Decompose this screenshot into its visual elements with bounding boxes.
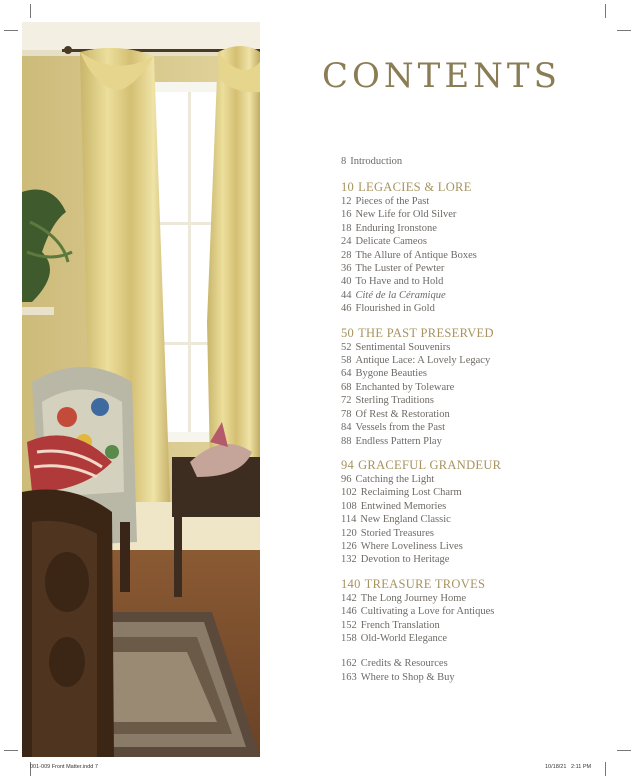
entry-title: French Translation: [360, 619, 440, 631]
page-number: 40: [341, 276, 352, 288]
crop-mark-top-left-v: [30, 4, 31, 18]
toc-entry: [341, 632, 626, 645]
page-number: 46: [341, 303, 352, 315]
toc-entry: [341, 657, 626, 670]
page-number: 132: [341, 554, 357, 566]
toc-entry: [341, 222, 626, 235]
section-heading: [341, 325, 626, 341]
page-number: 108: [341, 500, 357, 512]
section-page-number: 10: [341, 180, 355, 194]
section-page-number: 50: [341, 325, 355, 340]
toc-entry: [341, 302, 626, 315]
toc-entry: [341, 473, 626, 486]
page-number: 78: [341, 408, 352, 420]
toc-back-matter: [341, 657, 626, 684]
toc-entry: [341, 341, 626, 354]
page-number: 142: [341, 592, 357, 604]
toc-entry: [341, 486, 626, 499]
entry-title: Cultivating a Love for Antiques: [360, 606, 495, 618]
toc-entry: [341, 367, 626, 380]
section-entries: [341, 195, 626, 316]
entry-title: The Long Journey Home: [360, 592, 467, 604]
page-number: 72: [341, 395, 352, 407]
page-number: 28: [341, 249, 352, 261]
entry-title: Where to Shop & Buy: [360, 671, 455, 683]
crop-mark-bottom-right-v: [605, 762, 606, 776]
entry-title: Vessels from the Past: [355, 422, 446, 434]
crop-mark-bottom-left-h: [4, 750, 18, 751]
interior-photo: [22, 22, 260, 757]
entry-title: Enchanted by Toleware: [355, 381, 455, 393]
page-number: 8: [341, 156, 347, 167]
page-number: 52: [341, 341, 352, 353]
toc-entry: [341, 249, 626, 262]
page-number: 146: [341, 606, 357, 618]
entry-title: Where Loveliness Lives: [360, 540, 463, 552]
toc-entry: [341, 605, 626, 618]
toc-entry: [341, 592, 626, 605]
entry-title: Pieces of the Past: [355, 196, 430, 207]
entry-title: New Life for Old Silver: [355, 209, 457, 221]
entry-title: Bygone Beauties: [355, 368, 427, 380]
entry-title: Cité de la Céramique: [355, 289, 446, 301]
entry-title: Antique Lace: A Lovely Legacy: [355, 355, 491, 367]
toc-entry: [341, 540, 626, 553]
entry-title: Of Rest & Restoration: [355, 408, 450, 420]
entry-title: The Luster of Pewter: [355, 263, 445, 275]
crop-mark-top-right-h: [617, 30, 631, 31]
page-number: 96: [341, 473, 352, 485]
toc-section: [341, 325, 626, 448]
page-number: 58: [341, 355, 352, 367]
toc-section: [341, 179, 626, 316]
section-title: THE PAST PRESERVED: [358, 325, 494, 340]
entry-title: The Allure of Antique Boxes: [355, 249, 477, 261]
toc-entry: [341, 275, 626, 288]
toc-entry: [341, 421, 626, 434]
slug-datetime: [545, 764, 591, 770]
entry-title: Flourished in Gold: [355, 303, 435, 315]
toc-entry: [341, 381, 626, 394]
toc-entry: [341, 408, 626, 421]
slug-date: 10/18/21: [545, 764, 567, 770]
page-number: 152: [341, 619, 357, 631]
entry-title: Catching the Light: [355, 473, 435, 485]
section-page-number: 140: [341, 576, 361, 591]
page-number: 64: [341, 368, 352, 380]
page-number: 36: [341, 263, 352, 275]
slug-filename: 001-009 Front Matter.indd 7: [30, 764, 98, 770]
section-heading: [341, 576, 626, 592]
toc-entry: [341, 553, 626, 566]
section-page-number: 94: [341, 457, 355, 472]
entry-title: Devotion to Heritage: [360, 554, 450, 566]
table-of-contents: [341, 155, 626, 684]
toc-entry: [341, 500, 626, 513]
toc-entry: [341, 235, 626, 248]
page-number: 102: [341, 487, 357, 499]
entry-title: Reclaiming Lost Charm: [360, 487, 462, 499]
section-heading: [341, 457, 626, 473]
toc-entry: [341, 527, 626, 540]
toc-entry: [341, 208, 626, 221]
page-number: 120: [341, 527, 357, 539]
page-number: 68: [341, 381, 352, 393]
section-title: GRACEFUL GRANDEUR: [358, 457, 502, 472]
crop-mark-top-right-v: [605, 4, 606, 18]
entry-title: Sterling Traditions: [355, 395, 434, 407]
section-title: LEGACIES & LORE: [358, 180, 472, 194]
toc-entry: [341, 354, 626, 367]
toc-entry: [341, 513, 626, 526]
entry-title: Credits & Resources: [360, 658, 448, 670]
page-number: 16: [341, 209, 352, 221]
entry-title: Introduction: [350, 156, 403, 167]
page-number: 12: [341, 196, 352, 207]
section-entries: [341, 473, 626, 567]
page-number: 24: [341, 236, 352, 248]
slug-time: 2:11 PM: [571, 764, 592, 770]
entry-title: New England Classic: [360, 514, 451, 526]
page-number: 114: [341, 514, 357, 526]
section-title: TREASURE TROVES: [364, 576, 486, 591]
toc-entry: [341, 289, 626, 302]
entry-title: Sentimental Souvenirs: [355, 341, 451, 353]
entry-title: Old-World Elegance: [360, 632, 448, 644]
page-number: 158: [341, 632, 357, 644]
toc-entry: [341, 195, 626, 208]
page-number: 126: [341, 540, 357, 552]
toc-entry: [341, 671, 626, 684]
crop-mark-top-left-h: [4, 30, 18, 31]
entry-title: Storied Treasures: [360, 527, 434, 539]
toc-entry: [341, 394, 626, 407]
page-number: 88: [341, 435, 352, 447]
page-number: 44: [341, 289, 352, 301]
page-number: 84: [341, 422, 352, 434]
toc-section: [341, 576, 626, 646]
toc-entry: [341, 435, 626, 448]
toc-sections: [341, 179, 626, 645]
page-title: CONTENTS: [322, 56, 561, 96]
entry-title: Enduring Ironstone: [355, 222, 437, 234]
toc-section: [341, 457, 626, 567]
page-number: 162: [341, 658, 357, 670]
toc-entry-intro: [341, 155, 626, 169]
entry-title: Delicate Cameos: [355, 236, 427, 248]
toc-entry: [341, 619, 626, 632]
toc-entry: [341, 262, 626, 275]
section-heading: [341, 179, 626, 195]
section-entries: [341, 592, 626, 646]
crop-mark-bottom-right-h: [617, 750, 631, 751]
page-number: 18: [341, 222, 352, 234]
entry-title: Endless Pattern Play: [355, 435, 442, 447]
page-number: 163: [341, 671, 357, 683]
entry-title: Entwined Memories: [360, 500, 447, 512]
section-entries: [341, 341, 626, 448]
entry-title: To Have and to Hold: [355, 276, 444, 288]
